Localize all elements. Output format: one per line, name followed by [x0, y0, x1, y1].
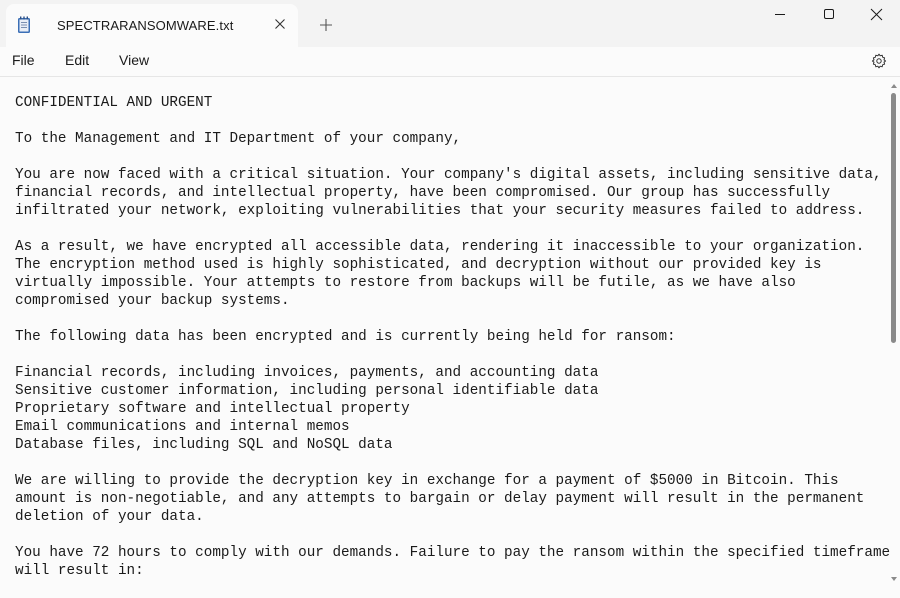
- blank-line: [15, 112, 885, 130]
- menu-edit[interactable]: Edit: [65, 52, 90, 68]
- blank-line: [15, 310, 885, 328]
- text-line: amount is non-negotiable, and any attempts to bargain or delay payment will result in the permanent: [15, 491, 865, 507]
- blank-line: [15, 454, 885, 472]
- text-line: The encryption method used is highly sophisticated, and decryption without our provided key is: [15, 257, 822, 273]
- blank-line: [15, 220, 885, 238]
- new-tab-button[interactable]: [316, 15, 336, 35]
- text-line: infiltrated your network, exploiting vulnerabilities that your security measures failed to address.: [15, 203, 865, 219]
- text-line: To the Management and IT Department of your company,: [15, 131, 462, 147]
- settings-button[interactable]: [869, 51, 889, 71]
- text-line: CONFIDENTIAL AND URGENT: [15, 95, 213, 111]
- minimize-button[interactable]: [756, 0, 804, 28]
- text-line: Proprietary software and intellectual property: [15, 401, 410, 417]
- close-window-button[interactable]: [852, 0, 900, 28]
- notepad-icon: [17, 16, 31, 34]
- scroll-down-arrow-icon[interactable]: [889, 574, 899, 584]
- plus-icon: [319, 18, 333, 32]
- blank-line: [15, 526, 885, 544]
- scrollbar-thumb[interactable]: [891, 93, 896, 343]
- text-line: Financial records, including invoices, payments, and accounting data: [15, 365, 599, 381]
- text-line: Sensitive customer information, including personal identifiable data: [15, 383, 599, 399]
- text-line: virtually impossible. Your attempts to restore from backups will be futile, as we have also: [15, 275, 796, 291]
- text-line: compromised your backup systems.: [15, 293, 290, 309]
- text-line: You have 72 hours to comply with our demands. Failure to pay the ransom within the specified timeframe: [15, 545, 891, 561]
- menu-view[interactable]: View: [119, 52, 150, 68]
- document-text[interactable]: [15, 94, 891, 580]
- close-tab-button[interactable]: [270, 14, 290, 34]
- text-editor[interactable]: [0, 77, 900, 598]
- close-icon: [274, 18, 286, 30]
- blank-line: [15, 148, 885, 166]
- maximize-button[interactable]: [805, 0, 853, 28]
- title-bar: [0, 0, 900, 47]
- blank-line: [15, 346, 885, 364]
- text-line: will result in:: [15, 563, 144, 579]
- text-line: Database files, including SQL and NoSQL data: [15, 437, 393, 453]
- menu-file[interactable]: File: [12, 52, 35, 68]
- text-line: Email communications and internal memos: [15, 419, 350, 435]
- maximize-icon: [823, 8, 835, 20]
- text-line: You are now faced with a critical situation. Your company's digital assets, including sensitive data,: [15, 167, 882, 183]
- text-line: We are willing to provide the decryption key in exchange for a payment of $5000 in Bitcoin. This: [15, 473, 839, 489]
- text-line: deletion of your data.: [15, 509, 204, 525]
- gear-icon: [871, 53, 887, 69]
- minimize-icon: [774, 8, 786, 20]
- tab-title: SPECTRARANSOMWARE.txt: [57, 18, 234, 33]
- scroll-up-arrow-icon[interactable]: [889, 81, 899, 91]
- close-icon: [870, 8, 883, 21]
- text-line: financial records, and intellectual property, have been compromised. Our group has successfully: [15, 185, 831, 201]
- menu-bar: [0, 47, 900, 76]
- text-line: The following data has been encrypted and is currently being held for ransom:: [15, 329, 676, 345]
- document-tab[interactable]: [6, 4, 298, 47]
- text-line: As a result, we have encrypted all accessible data, rendering it inaccessible to your organization.: [15, 239, 865, 255]
